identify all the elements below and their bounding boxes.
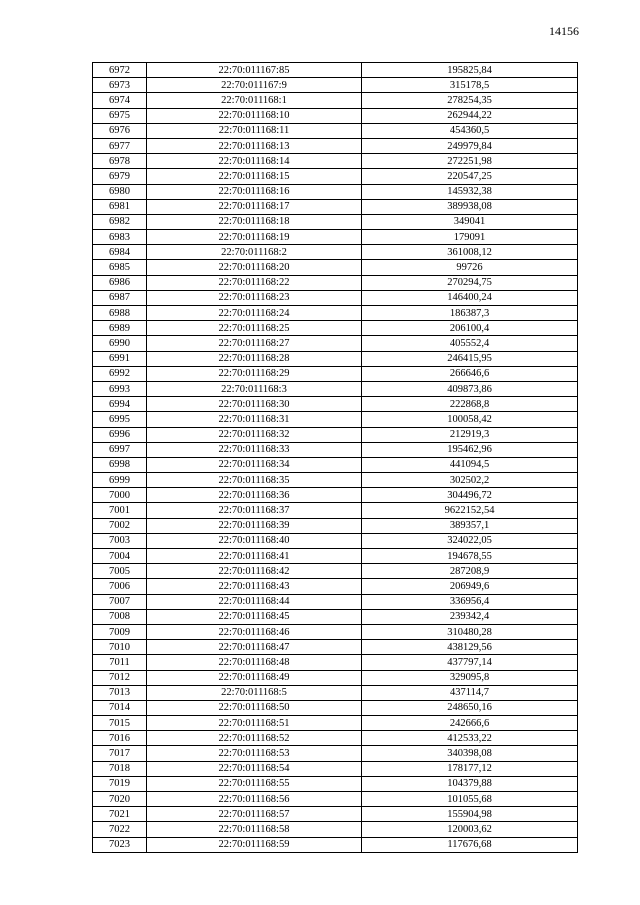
cadastral-number-cell: 22:70:011168:11 bbox=[147, 123, 362, 138]
row-number-cell: 6995 bbox=[93, 412, 147, 427]
cadastral-number-cell: 22:70:011168:54 bbox=[147, 761, 362, 776]
value-cell: 266646,6 bbox=[362, 366, 578, 381]
table-row bbox=[93, 275, 578, 290]
row-number-cell: 6976 bbox=[93, 123, 147, 138]
cadastral-number-cell: 22:70:011168:29 bbox=[147, 366, 362, 381]
table-row bbox=[93, 245, 578, 260]
row-number-cell: 7002 bbox=[93, 518, 147, 533]
row-number-cell: 6973 bbox=[93, 78, 147, 93]
table-row bbox=[93, 549, 578, 564]
cadastral-number-cell: 22:70:011168:15 bbox=[147, 169, 362, 184]
cadastral-number-cell: 22:70:011168:28 bbox=[147, 351, 362, 366]
row-number-cell: 6992 bbox=[93, 366, 147, 381]
table-row bbox=[93, 366, 578, 381]
row-number-cell: 7014 bbox=[93, 700, 147, 715]
table-row bbox=[93, 306, 578, 321]
table-row bbox=[93, 397, 578, 412]
value-cell: 412533,22 bbox=[362, 731, 578, 746]
table-row bbox=[93, 822, 578, 837]
row-number-cell: 7013 bbox=[93, 685, 147, 700]
table-row bbox=[93, 473, 578, 488]
cadastral-number-cell: 22:70:011168:39 bbox=[147, 518, 362, 533]
row-number-cell: 7019 bbox=[93, 776, 147, 791]
row-number-cell: 7023 bbox=[93, 837, 147, 852]
cadastral-number-cell: 22:70:011168:22 bbox=[147, 275, 362, 290]
value-cell: 242666,6 bbox=[362, 716, 578, 731]
value-cell: 304496,72 bbox=[362, 488, 578, 503]
row-number-cell: 7016 bbox=[93, 731, 147, 746]
value-cell: 206100,4 bbox=[362, 321, 578, 336]
value-cell: 239342,4 bbox=[362, 609, 578, 624]
table-row bbox=[93, 564, 578, 579]
row-number-cell: 7005 bbox=[93, 564, 147, 579]
value-cell: 101055,68 bbox=[362, 792, 578, 807]
table-row bbox=[93, 609, 578, 624]
value-cell: 179091 bbox=[362, 230, 578, 245]
cadastral-number-cell: 22:70:011168:47 bbox=[147, 640, 362, 655]
table-row bbox=[93, 108, 578, 123]
cadastral-number-cell: 22:70:011168:36 bbox=[147, 488, 362, 503]
cadastral-number-cell: 22:70:011168:41 bbox=[147, 549, 362, 564]
row-number-cell: 6996 bbox=[93, 427, 147, 442]
value-cell: 315178,5 bbox=[362, 78, 578, 93]
value-cell: 438129,56 bbox=[362, 640, 578, 655]
cadastral-number-cell: 22:70:011167:85 bbox=[147, 63, 362, 78]
cadastral-number-cell: 22:70:011168:18 bbox=[147, 214, 362, 229]
value-cell: 441094,5 bbox=[362, 457, 578, 472]
cadastral-number-cell: 22:70:011168:25 bbox=[147, 321, 362, 336]
table-row bbox=[93, 746, 578, 761]
table-row bbox=[93, 138, 578, 153]
value-cell: 195462,96 bbox=[362, 442, 578, 457]
cadastral-number-cell: 22:70:011168:31 bbox=[147, 412, 362, 427]
row-number-cell: 7011 bbox=[93, 655, 147, 670]
cadastral-number-cell: 22:70:011168:20 bbox=[147, 260, 362, 275]
row-number-cell: 6986 bbox=[93, 275, 147, 290]
table-row bbox=[93, 670, 578, 685]
row-number-cell: 7006 bbox=[93, 579, 147, 594]
table-row bbox=[93, 169, 578, 184]
value-cell: 206949,6 bbox=[362, 579, 578, 594]
cadastral-number-cell: 22:70:011168:51 bbox=[147, 716, 362, 731]
row-number-cell: 7004 bbox=[93, 549, 147, 564]
table-row bbox=[93, 807, 578, 822]
value-cell: 117676,68 bbox=[362, 837, 578, 852]
table-row bbox=[93, 761, 578, 776]
value-cell: 99726 bbox=[362, 260, 578, 275]
cadastral-number-cell: 22:70:011168:10 bbox=[147, 108, 362, 123]
table-row bbox=[93, 78, 578, 93]
table-row bbox=[93, 230, 578, 245]
cadastral-number-cell: 22:70:011168:42 bbox=[147, 564, 362, 579]
value-cell: 340398,08 bbox=[362, 746, 578, 761]
value-cell: 104379,88 bbox=[362, 776, 578, 791]
row-number-cell: 6990 bbox=[93, 336, 147, 351]
row-number-cell: 6988 bbox=[93, 306, 147, 321]
row-number-cell: 7007 bbox=[93, 594, 147, 609]
table-row bbox=[93, 731, 578, 746]
row-number-cell: 7020 bbox=[93, 792, 147, 807]
cadastral-number-cell: 22:70:011168:44 bbox=[147, 594, 362, 609]
value-cell: 361008,12 bbox=[362, 245, 578, 260]
value-cell: 324022,05 bbox=[362, 533, 578, 548]
row-number-cell: 6972 bbox=[93, 63, 147, 78]
value-cell: 248650,16 bbox=[362, 700, 578, 715]
table-row bbox=[93, 351, 578, 366]
cadastral-number-cell: 22:70:011167:9 bbox=[147, 78, 362, 93]
table-row bbox=[93, 792, 578, 807]
table-row bbox=[93, 837, 578, 852]
value-cell: 186387,3 bbox=[362, 306, 578, 321]
value-cell: 146400,24 bbox=[362, 290, 578, 305]
cadastral-number-cell: 22:70:011168:3 bbox=[147, 381, 362, 396]
table-row bbox=[93, 123, 578, 138]
row-number-cell: 6984 bbox=[93, 245, 147, 260]
value-cell: 270294,75 bbox=[362, 275, 578, 290]
table-row bbox=[93, 624, 578, 639]
page-number: 14156 bbox=[549, 24, 579, 38]
cadastral-number-cell: 22:70:011168:35 bbox=[147, 473, 362, 488]
cadastral-number-cell: 22:70:011168:57 bbox=[147, 807, 362, 822]
value-cell: 454360,5 bbox=[362, 123, 578, 138]
table-row bbox=[93, 579, 578, 594]
table-row bbox=[93, 700, 578, 715]
row-number-cell: 7017 bbox=[93, 746, 147, 761]
row-number-cell: 6977 bbox=[93, 138, 147, 153]
row-number-cell: 6980 bbox=[93, 184, 147, 199]
table-row bbox=[93, 776, 578, 791]
row-number-cell: 6983 bbox=[93, 230, 147, 245]
row-number-cell: 6979 bbox=[93, 169, 147, 184]
table-row bbox=[93, 336, 578, 351]
cadastral-number-cell: 22:70:011168:56 bbox=[147, 792, 362, 807]
row-number-cell: 7022 bbox=[93, 822, 147, 837]
cadastral-number-cell: 22:70:011168:33 bbox=[147, 442, 362, 457]
row-number-cell: 6975 bbox=[93, 108, 147, 123]
value-cell: 262944,22 bbox=[362, 108, 578, 123]
value-cell: 222868,8 bbox=[362, 397, 578, 412]
cadastral-number-cell: 22:70:011168:45 bbox=[147, 609, 362, 624]
row-number-cell: 7021 bbox=[93, 807, 147, 822]
row-number-cell: 7018 bbox=[93, 761, 147, 776]
cadastral-number-cell: 22:70:011168:5 bbox=[147, 685, 362, 700]
value-cell: 409873,86 bbox=[362, 381, 578, 396]
cadastral-number-cell: 22:70:011168:34 bbox=[147, 457, 362, 472]
table-row bbox=[93, 533, 578, 548]
value-cell: 302502,2 bbox=[362, 473, 578, 488]
cadastral-number-cell: 22:70:011168:40 bbox=[147, 533, 362, 548]
row-number-cell: 7015 bbox=[93, 716, 147, 731]
value-cell: 349041 bbox=[362, 214, 578, 229]
cadastral-number-cell: 22:70:011168:23 bbox=[147, 290, 362, 305]
table-row bbox=[93, 716, 578, 731]
row-number-cell: 7003 bbox=[93, 533, 147, 548]
table-row bbox=[93, 381, 578, 396]
table-row bbox=[93, 640, 578, 655]
cadastral-number-cell: 22:70:011168:49 bbox=[147, 670, 362, 685]
row-number-cell: 7008 bbox=[93, 609, 147, 624]
table-row bbox=[93, 184, 578, 199]
table-row bbox=[93, 199, 578, 214]
value-cell: 195825,84 bbox=[362, 63, 578, 78]
cadastral-number-cell: 22:70:011168:27 bbox=[147, 336, 362, 351]
cadastral-number-cell: 22:70:011168:37 bbox=[147, 503, 362, 518]
table-body bbox=[93, 63, 578, 853]
value-cell: 212919,3 bbox=[362, 427, 578, 442]
value-cell: 178177,12 bbox=[362, 761, 578, 776]
value-cell: 287208,9 bbox=[362, 564, 578, 579]
row-number-cell: 7009 bbox=[93, 624, 147, 639]
cadastral-number-cell: 22:70:011168:53 bbox=[147, 746, 362, 761]
value-cell: 389357,1 bbox=[362, 518, 578, 533]
row-number-cell: 7010 bbox=[93, 640, 147, 655]
cadastral-number-cell: 22:70:011168:50 bbox=[147, 700, 362, 715]
table-row bbox=[93, 260, 578, 275]
table-row bbox=[93, 412, 578, 427]
table-row bbox=[93, 93, 578, 108]
table-row bbox=[93, 214, 578, 229]
row-number-cell: 7000 bbox=[93, 488, 147, 503]
value-cell: 336956,4 bbox=[362, 594, 578, 609]
cadastral-number-cell: 22:70:011168:52 bbox=[147, 731, 362, 746]
value-cell: 310480,28 bbox=[362, 624, 578, 639]
cadastral-number-cell: 22:70:011168:1 bbox=[147, 93, 362, 108]
row-number-cell: 6989 bbox=[93, 321, 147, 336]
cadastral-number-cell: 22:70:011168:16 bbox=[147, 184, 362, 199]
value-cell: 246415,95 bbox=[362, 351, 578, 366]
table-row bbox=[93, 503, 578, 518]
value-cell: 9622152,54 bbox=[362, 503, 578, 518]
value-cell: 249979,84 bbox=[362, 138, 578, 153]
value-cell: 145932,38 bbox=[362, 184, 578, 199]
cadastral-number-cell: 22:70:011168:30 bbox=[147, 397, 362, 412]
row-number-cell: 6981 bbox=[93, 199, 147, 214]
table-row bbox=[93, 488, 578, 503]
table-row bbox=[93, 63, 578, 78]
row-number-cell: 6994 bbox=[93, 397, 147, 412]
cadastral-number-cell: 22:70:011168:55 bbox=[147, 776, 362, 791]
cadastral-number-cell: 22:70:011168:19 bbox=[147, 230, 362, 245]
cadastral-number-cell: 22:70:011168:46 bbox=[147, 624, 362, 639]
cadastral-number-cell: 22:70:011168:13 bbox=[147, 138, 362, 153]
value-cell: 437797,14 bbox=[362, 655, 578, 670]
table-row bbox=[93, 442, 578, 457]
value-cell: 155904,98 bbox=[362, 807, 578, 822]
value-cell: 437114,7 bbox=[362, 685, 578, 700]
row-number-cell: 6978 bbox=[93, 154, 147, 169]
table-row bbox=[93, 594, 578, 609]
cadastral-number-cell: 22:70:011168:32 bbox=[147, 427, 362, 442]
cadastral-number-cell: 22:70:011168:43 bbox=[147, 579, 362, 594]
value-cell: 120003,62 bbox=[362, 822, 578, 837]
table-row bbox=[93, 457, 578, 472]
row-number-cell: 6991 bbox=[93, 351, 147, 366]
cadastral-number-cell: 22:70:011168:48 bbox=[147, 655, 362, 670]
value-cell: 220547,25 bbox=[362, 169, 578, 184]
table-row bbox=[93, 290, 578, 305]
row-number-cell: 6997 bbox=[93, 442, 147, 457]
table-row bbox=[93, 655, 578, 670]
table-row bbox=[93, 685, 578, 700]
row-number-cell: 6999 bbox=[93, 473, 147, 488]
table-row bbox=[93, 154, 578, 169]
table-row bbox=[93, 321, 578, 336]
table-row bbox=[93, 427, 578, 442]
cadastral-value-table bbox=[92, 62, 578, 853]
cadastral-number-cell: 22:70:011168:17 bbox=[147, 199, 362, 214]
value-cell: 100058,42 bbox=[362, 412, 578, 427]
cadastral-number-cell: 22:70:011168:59 bbox=[147, 837, 362, 852]
row-number-cell: 6998 bbox=[93, 457, 147, 472]
row-number-cell: 6985 bbox=[93, 260, 147, 275]
row-number-cell: 7001 bbox=[93, 503, 147, 518]
cadastral-number-cell: 22:70:011168:58 bbox=[147, 822, 362, 837]
row-number-cell: 7012 bbox=[93, 670, 147, 685]
cadastral-number-cell: 22:70:011168:24 bbox=[147, 306, 362, 321]
row-number-cell: 6987 bbox=[93, 290, 147, 305]
row-number-cell: 6982 bbox=[93, 214, 147, 229]
value-cell: 389938,08 bbox=[362, 199, 578, 214]
cadastral-number-cell: 22:70:011168:14 bbox=[147, 154, 362, 169]
table-row bbox=[93, 518, 578, 533]
cadastral-number-cell: 22:70:011168:2 bbox=[147, 245, 362, 260]
value-cell: 272251,98 bbox=[362, 154, 578, 169]
row-number-cell: 6993 bbox=[93, 381, 147, 396]
row-number-cell: 6974 bbox=[93, 93, 147, 108]
value-cell: 194678,55 bbox=[362, 549, 578, 564]
value-cell: 329095,8 bbox=[362, 670, 578, 685]
value-cell: 405552,4 bbox=[362, 336, 578, 351]
value-cell: 278254,35 bbox=[362, 93, 578, 108]
